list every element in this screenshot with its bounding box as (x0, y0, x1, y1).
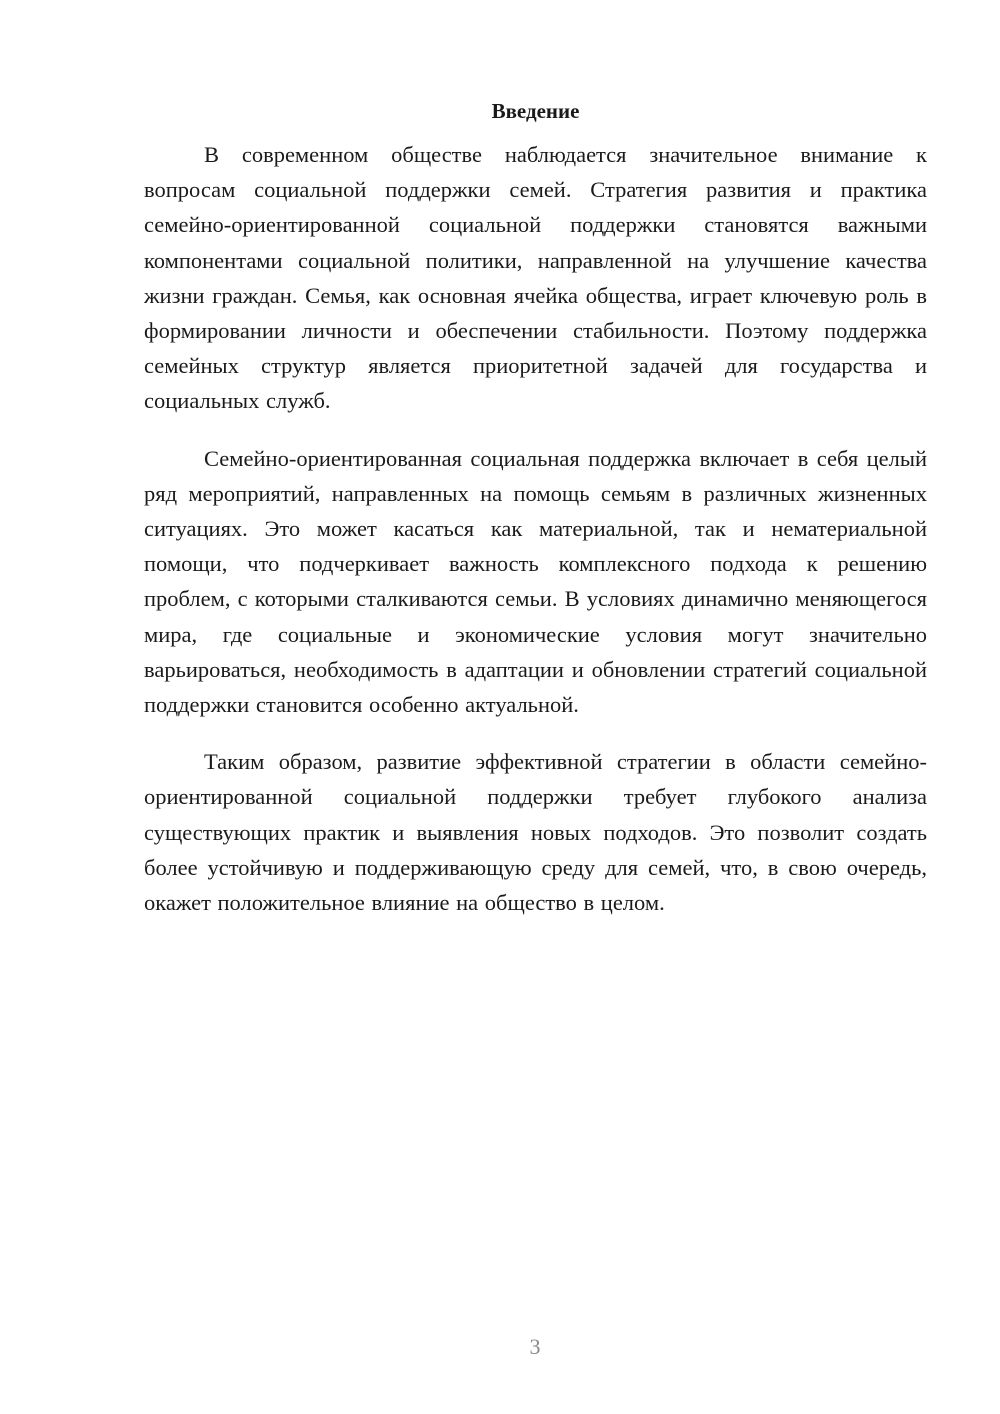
page-content (144, 96, 927, 942)
paragraph-3: Таким образом, развитие эффективной стратегии в области семейно-ориентированной социальной поддержки требует глубокого анализа существующих практик и выявления новых подходов. Это позволит создать более устойчивую и поддерживающую среду для семей, что, в свою очередь, окажет положительное влияние на общество в целом. (144, 749, 927, 916)
paragraph-2: Семейно-ориентированная социальная поддержка включает в себя целый ряд мероприятий, направленных на помощь семьям в различных жизненных ситуациях. Это может касаться как материальной, так и нематериальной помощи, что подчеркивает важность комплексного подхода к решению проблем, с которыми сталкиваются семьи. В условиях динамично меняющегося мира, где социальные и экономические условия могут значительно варьироваться, необходимость в адаптации и обновлении стратегий социальной поддержки становится особенно актуальной. (144, 445, 927, 718)
paragraph-1: В современном обществе наблюдается значительное внимание к вопросам социальной поддержки семей. Стратегия развития и практика семейно-ориентированной социальной поддержки становятся важными компонентами социальной политики, направленной на улучшение качества жизни граждан. Семья, как основная ячейка общества, играет ключевую роль в формировании личности и обеспечении стабильности. Поэтому поддержка семейных структур является приоритетной задачей для государства и социальных служб. (144, 142, 927, 414)
page-number: 3 (529, 1334, 541, 1359)
section-title: Введение (491, 99, 580, 123)
